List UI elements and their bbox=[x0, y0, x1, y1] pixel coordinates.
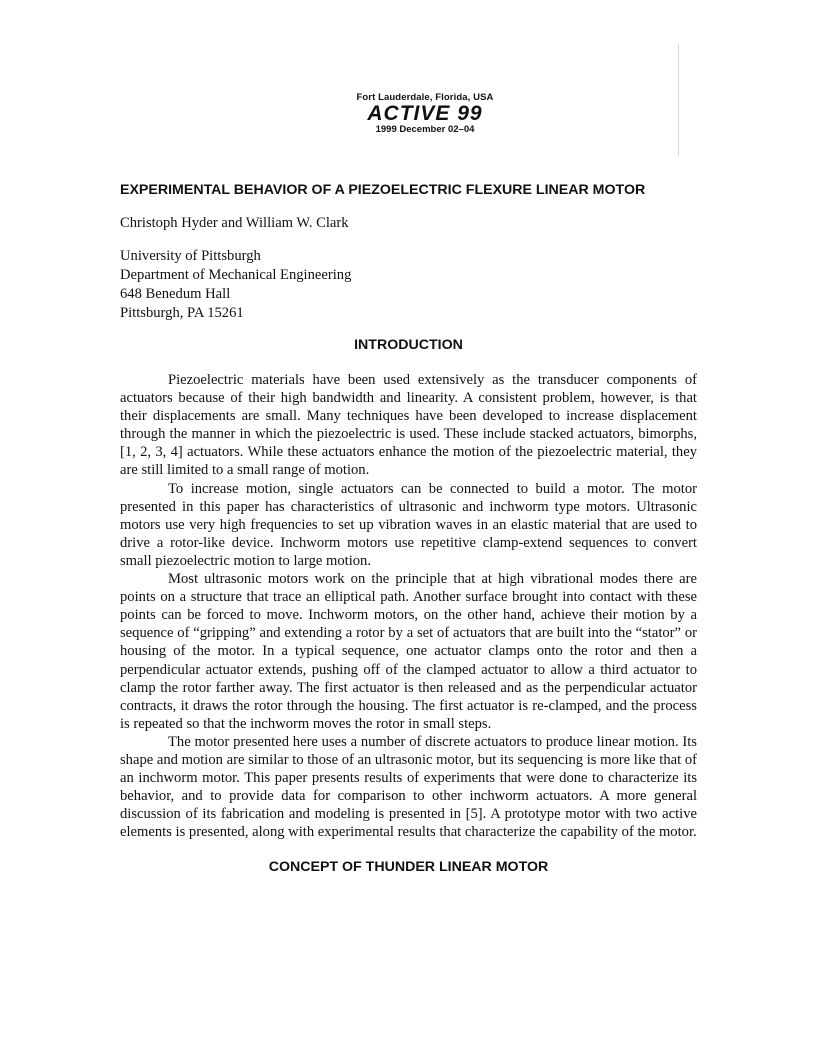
affiliation-line: Department of Mechanical Engineering bbox=[120, 267, 352, 283]
affiliation-line: 648 Benedum Hall bbox=[120, 286, 231, 302]
conference-dates: 1999 December 02–04 bbox=[375, 124, 475, 135]
paper-body bbox=[120, 180, 697, 877]
conference-location: Fort Lauderdale, Florida, USA bbox=[356, 92, 494, 103]
affiliation-line: Pittsburgh, PA 15261 bbox=[120, 305, 244, 321]
paper-title: EXPERIMENTAL BEHAVIOR OF A PIEZOELECTRIC FLEXURE LINEAR MOTOR bbox=[120, 182, 646, 198]
body-paragraph: To increase motion, single actuators can be connected to build a motor. The motor presented in this paper has characteristics of ultrasonic and inchworm type motors. Ultrasonic motors use very high frequencies to set up vibration waves in an elastic material that are used to drive a rotor-like device. Inchworm motors use repetitive clamp-extend sequences to convert small piezoelectric motion to large motion. bbox=[120, 480, 697, 569]
author-affiliation bbox=[120, 247, 697, 323]
section-heading-concept: CONCEPT OF THUNDER LINEAR MOTOR bbox=[268, 859, 549, 876]
body-paragraph: Piezoelectric materials have been used extensively as the transducer components of actuators because of their high bandwidth and linearity. A consistent problem, however, is that their displacements are small. Many techniques have been developed to increase displacement through the manner in which the piezoelectric is used. These include stacked actuators, bimorphs, [1, 2, 3, 4] actuators. While these actuators enhance the motion of the piezoelectric material, they are still limited to a small range of motion. bbox=[120, 372, 697, 479]
paper-authors: Christoph Hyder and William W. Clark bbox=[120, 215, 349, 231]
affiliation-line: University of Pittsburgh bbox=[120, 248, 261, 264]
conference-header bbox=[330, 92, 520, 136]
conference-name: ACTIVE 99 bbox=[367, 102, 483, 125]
body-paragraph: The motor presented here uses a number of discrete actuators to produce linear motion. Its shape and motion are similar to those of an ultrasonic motor, but its sequencing is more like that of an inchworm motor. This paper presents results of experiments that were done to characterize its behavior, and to provide data for comparison to other inchworm actuators. A more general discussion of its fabrication and modeling is presented in [5]. A prototype motor with two active elements is presented, along with experimental results that characterize the capability of the motor. bbox=[120, 733, 697, 841]
section-heading-introduction: INTRODUCTION bbox=[354, 337, 463, 353]
margin-divider bbox=[678, 44, 679, 156]
body-paragraph: Most ultrasonic motors work on the principle that at high vibrational modes there are points on a structure that trace an elliptical path. Another surface brought into contact with these points can be forced to move. Inchworm motors, on the other hand, achieve their motion by a sequence of “gripping” and extending a rotor by a set of actuators that are built into the “stator” or housing of the motor. In a typical sequence, one actuator clamps onto the rotor and then a perpendicular actuator extends, pushing off of the clamped actuator to allow a third actuator to clamp the rotor farther away. The first actuator is then released and as the perpendicular actuator contracts, it draws the rotor through the housing. The first actuator is re-clamped, and the process is repeated so that the inchworm moves the rotor in small steps. bbox=[120, 571, 697, 732]
